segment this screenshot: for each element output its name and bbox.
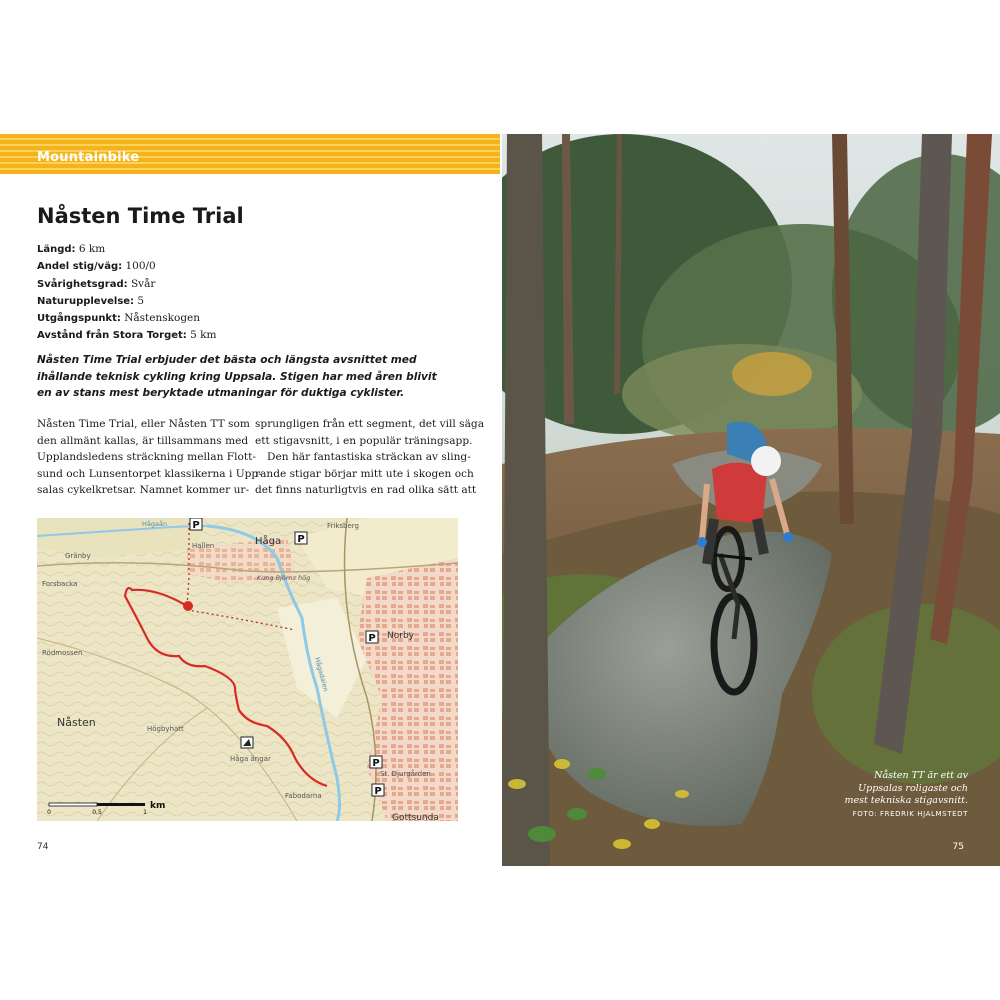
fact-row-length: Längd: 6 km (37, 243, 106, 255)
section-label: Mountainbike (37, 150, 140, 165)
map-label: Håga (255, 536, 282, 547)
fact-row-start-point: Utgångspunkt: Nåstenskogen (37, 312, 201, 325)
map-label: Hågaån (142, 520, 168, 528)
page-number-left: 74 (37, 842, 49, 852)
map-label: Högbyhatt (147, 725, 184, 733)
fact-row-difficulty: Svårighetsgrad: Svår (37, 277, 156, 290)
map-label: Håga ängar (230, 755, 271, 763)
scale-unit: km (150, 801, 166, 811)
parking-sign-2 (295, 532, 307, 545)
section-header-band (0, 134, 500, 174)
svg-text:P: P (368, 633, 376, 644)
start-marker (183, 601, 193, 611)
article-title: Nåsten Time Trial (37, 204, 244, 228)
photo-credit: FOTO: FREDRIK HJALMSTEDT (852, 809, 968, 818)
map-label: Kung Björns hög (257, 574, 311, 582)
body-column-2: sprungligen från ett segment, det vill säga ett stigavsnitt, i en populär träningsapp. Den här fantastiska sträckan av sling- rande stigar börjar mitt ute i skogen och det finns naturligtvis en rad olika sätt att (255, 418, 485, 496)
map-label: Hågadalen (313, 656, 330, 693)
parking-sign-4 (370, 756, 382, 769)
svg-text:P: P (192, 520, 200, 531)
svg-text:P: P (372, 758, 380, 769)
parking-sign-1 (190, 518, 202, 531)
shelter-icon (241, 737, 253, 748)
cyclist-photo (502, 134, 1000, 866)
scale-tick: 0 (47, 809, 51, 816)
scale-tick: 0,5 (92, 809, 102, 816)
lead-paragraph: Nåsten Time Trial erbjuder det bästa och längsta avsnittet med ihållande teknisk cykling kring Uppsala. Stigen har med åren blivit en av stans mest beryktade utmaningar för duktiga cyklister. (37, 354, 437, 399)
map-label: Fabodarna (285, 792, 322, 800)
body-column-1: Nåsten Time Trial, eller Nåsten TT som den allmänt kallas, är tillsammans med Upplandsledens sträckning mellan Flott- sund och Lunsentorpet klassikerna i Upp- salas cykelkretsar. Namnet kommer ur- (37, 418, 262, 496)
map-label: Nåsten (57, 716, 96, 729)
trail-map (37, 518, 458, 821)
book-spread (0, 134, 1000, 866)
map-label: St. Djurgården (380, 770, 431, 778)
fact-row-trail-ratio: Andel stig/väg: 100/0 (37, 260, 156, 273)
svg-text:P: P (374, 786, 382, 797)
parking-sign-5 (372, 784, 384, 797)
photo-caption: Nåsten TT är ett av Uppsalas roligaste och mest tekniska stigavsnitt. FOTO: FREDRIK HJALMSTEDT (844, 770, 968, 820)
trail-map-drawing (37, 518, 458, 821)
parking-sign-3 (366, 631, 378, 644)
map-label: Norby (387, 631, 414, 641)
map-label: Forsbacka (42, 580, 78, 588)
map-label: Gottsunda (392, 813, 439, 821)
map-label: Friksberg (327, 522, 359, 530)
left-page (0, 134, 500, 866)
map-label: Gränby (65, 552, 91, 560)
fact-row-distance: Avstånd från Stora Torget: 5 km (37, 329, 217, 342)
page-number-right: 75 (952, 842, 964, 852)
trail-facts (37, 241, 217, 345)
scale-tick: 1 (143, 809, 147, 816)
fact-row-nature: Naturupplevelse: 5 (37, 294, 145, 307)
svg-text:P: P (297, 534, 305, 545)
map-label: Hallen (192, 542, 215, 550)
forest-photo-drawing (502, 134, 1000, 866)
map-label: Rödmossen (42, 649, 83, 657)
